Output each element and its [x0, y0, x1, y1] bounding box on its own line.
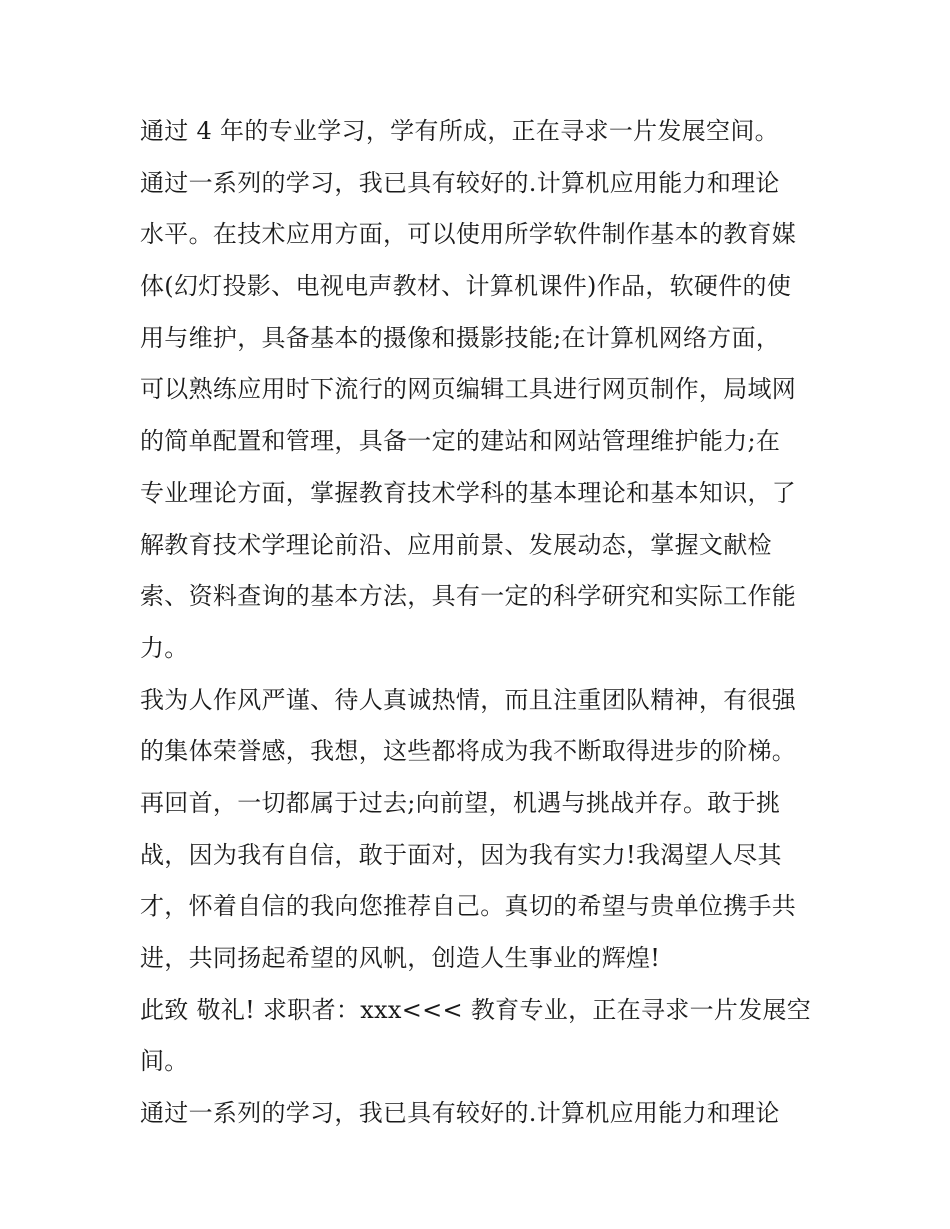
document-body [140, 106, 820, 1140]
text-line: 战，因为我有自信，敢于面对，因为我有实力!我渴望人尽其 [140, 840, 782, 869]
text-line: 用与维护，具备基本的摄像和摄影技能;在计算机网络方面， [140, 323, 781, 352]
text-line: 的简单配置和管理，具备一定的建站和网站管理维护能力;在 [140, 427, 781, 456]
text-line: 通过 4 年的专业学习，学有所成，正在寻求一片发展空间。 [140, 117, 779, 145]
text-line: 间。 [140, 1047, 189, 1076]
text-line: 我为人作风严谨、待人真诚热情，而且注重团队精神，有很强 [140, 685, 797, 714]
text-line: 力。 [140, 633, 189, 662]
text-line: 解教育技术学理论前沿、应用前景、发展动态，掌握文献检 [140, 530, 772, 559]
text-line: 此致 敬礼! 求职者：xxx<<< 教育专业，正在寻求一片发展空 [140, 995, 812, 1024]
text-line: 可以熟练应用时下流行的网页编辑工具进行网页制作，局域网 [140, 375, 797, 404]
text-line: 才，怀着自信的我向您推荐自己。真切的希望与贵单位携手共 [140, 892, 797, 921]
text-line: 水平。在技术应用方面，可以使用所学软件制作基本的教育媒 [140, 220, 797, 249]
text-line: 体(幻灯投影、电视电声教材、计算机课件)作品，软硬件的使 [140, 272, 792, 301]
text-line: 通过一系列的学习，我已具有较好的.计算机应用能力和理论 [140, 168, 780, 197]
text-line: 进，共同扬起希望的风帆，创造人生事业的辉煌! [140, 944, 661, 972]
text-line: 再回首，一切都属于过去;向前望，机遇与挑战并存。敢于挑 [140, 788, 781, 817]
text-line: 索、资料查询的基本方法，具有一定的科学研究和实际工作能 [140, 582, 797, 611]
text-line: 的集体荣誉感，我想，这些都将成为我不断取得进步的阶梯。 [140, 737, 797, 766]
text-line: 专业理论方面，掌握教育技术学科的基本理论和基本知识，了 [140, 478, 797, 507]
text-line: 通过一系列的学习，我已具有较好的.计算机应用能力和理论 [140, 1099, 780, 1128]
